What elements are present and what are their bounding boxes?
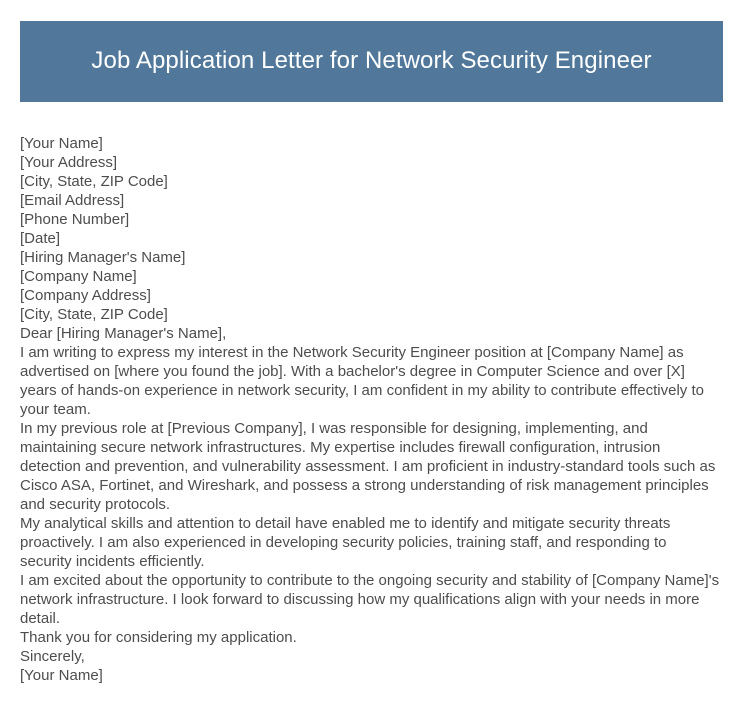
sender-line-phone: [Phone Number] — [20, 211, 130, 228]
recipient-line-company: [Company Name] — [20, 268, 137, 285]
closing-thanks: Thank you for considering my application. — [20, 629, 297, 646]
recipient-line-address: [Company Address] — [20, 287, 151, 304]
letter-header-banner — [20, 21, 723, 102]
page-title: Job Application Letter for Network Security Engineer — [91, 47, 652, 75]
recipient-line-city: [City, State, ZIP Code] — [20, 306, 168, 323]
sender-line-city: [City, State, ZIP Code] — [20, 173, 168, 190]
salutation: Dear [Hiring Manager's Name], — [20, 325, 227, 342]
closing-salutation: Sincerely, — [20, 648, 85, 665]
sender-line-name: [Your Name] — [20, 135, 103, 152]
body-paragraph-3: My analytical skills and attention to detail have enabled me to identify and mitigate security threats proactively. I am also experienced in developing security policies, training staff, and responding to security incidents efficiently. — [20, 515, 671, 570]
sender-line-address: [Your Address] — [20, 154, 118, 171]
body-paragraph-1: I am writing to express my interest in the Network Security Engineer position at [Company Name] as advertised on [where you found the job]. With a bachelor's degree in Computer Science and over [X] years of hands-on experience in network security, I am confident in my ability to contribute effectively to your team. — [20, 344, 704, 418]
body-paragraph-4: I am excited about the opportunity to contribute to the ongoing security and stability of [Company Name]'s network infrastructure. I look forward to discussing how my qualifications align with your needs in more detail. — [20, 572, 720, 627]
letter-body — [20, 134, 722, 685]
sender-line-email: [Email Address] — [20, 192, 125, 209]
signature-name: [Your Name] — [20, 667, 103, 684]
body-paragraph-2: In my previous role at [Previous Company], I was responsible for designing, implementing, and maintaining secure network infrastructures. My expertise includes firewall configuration, intrusion detection and prevention, and vulnerability assessment. I am proficient in industry-standard tools such as Cisco ASA, Fortinet, and Wireshark, and possess a strong understanding of risk management principles and security protocols. — [20, 420, 716, 513]
date-line: [Date] — [20, 230, 61, 247]
recipient-line-manager: [Hiring Manager's Name] — [20, 249, 186, 266]
